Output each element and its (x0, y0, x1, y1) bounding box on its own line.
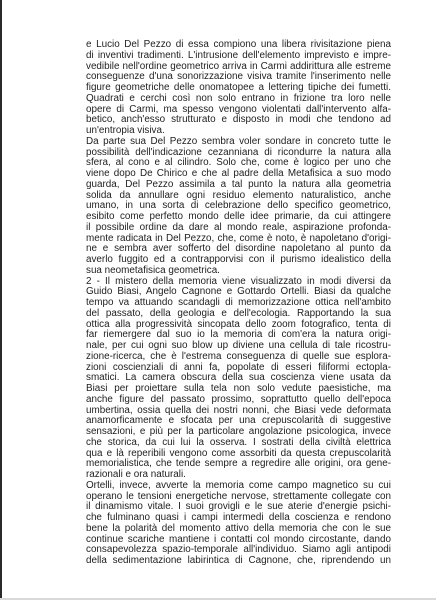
body-text (86, 40, 391, 567)
text-line: che fulminano quasi i campi intermedi della coscienza e rendono (86, 512, 391, 523)
text-line: vedibile nell'ordine geometrico arriva in Carmi addirittura alle estreme (86, 60, 391, 72)
text-line: ottica alla progressività sincopata dello zoom fotografico, tenta di (86, 318, 391, 330)
text-line: umbertina, ossia quella dei nostri nonni, che Biasi vede deformata (86, 404, 391, 416)
text-line: guarda, Del Pezzo assimila a tal punto la natura alla geometria (86, 178, 391, 190)
text-line: averlo fuggito ed a contrapporvisi con il purismo idealistico della (86, 254, 391, 265)
text-line: smatici. La camera obscura della sua coscienza viene usata da (86, 372, 391, 384)
text-line: far riemergere dal suo io la memoria di com'era la natura origi- (86, 329, 391, 341)
text-line: betico, anch'esso strutturato e disposto in modi che tendono ad (86, 114, 391, 126)
text-line: Da parte sua Del Pezzo sembra voler sondare in concreto tutte le (86, 135, 391, 147)
text-line: nale, per cui ogni suo blow up diviene una cellula di tale ricostru- (86, 340, 391, 351)
page-left-edge (0, 0, 2, 600)
text-line: conseguenze d'una sonorizzazione visiva tramite l'inserimento nelle (86, 71, 391, 83)
text-line: memorialistica, che tende sempre a regredire alle origini, ora gene- (86, 458, 391, 470)
text-line: possibilità dell'indicazione cezanniana di ricondurre la natura alla (86, 146, 391, 158)
text-line: tempo va attuando scandagli di memorizzazione ottica nell'ambito (86, 297, 391, 308)
text-line: bene la polarità del momento attivo della memoria che con le sue (86, 522, 391, 534)
text-line: sensazioni, e più per la particolare angolazione psicologica, invece (86, 426, 391, 437)
text-line: il dinamismo vitale. I suoi grovigli e le sue aterie d'energie psichi- (86, 501, 391, 513)
text-line: anamorficamente e sfocata per una crepuscolarità di suggestive (86, 415, 391, 427)
text-line: zioni coscienziali di anni fa, popolate di esseri filiformi ectopla- (86, 361, 391, 373)
text-line: esibito come perfetto mondo delle idee primarie, da cui attingere (86, 211, 391, 222)
text-line: consapevolezza spazio-temporale all'individuo. Siamo agli antipodi (86, 544, 391, 556)
text-line: figure geometriche delle onomatopee a lettering tipiche dei fumetti. (86, 82, 391, 93)
text-line: Guido Biasi, Angelo Cagnone e Gottardo Ortelli. Biasi da qualche (86, 286, 391, 298)
text-line: razionali e ora naturali. (86, 469, 186, 480)
text-line: zione-ricerca, che è l'estrema conseguenza di quelle sue esplora- (86, 350, 391, 362)
text-line: che storica, da cui lui la osserva. I sostrati della civiltà elettrica (86, 436, 391, 448)
text-line: 2 - Il mistero della memoria viene visualizzato in modi diversi da (86, 275, 391, 287)
text-line: anche figure del passato prossimo, soprattutto quello dell'epoca (86, 393, 391, 405)
text-line: un'entropia visiva. (86, 125, 165, 136)
text-line: il possibile ordine da dare al mondo reale, aspirazione profonda- (86, 221, 391, 233)
text-line: qua e là reperibili vengono come assorbiti da questa crepuscolarità (86, 447, 391, 459)
text-line: opere di Carmi, ma spesso vengono violentati dall'intervento alfa- (86, 103, 391, 115)
text-line: continue scariche mantiene i contatti col mondo circostante, dando (86, 533, 391, 545)
text-line: solida da annullare ogni residuo elemento naturalistico, anche (86, 189, 391, 201)
text-line: viene dopo De Chirico e che al padre della Metafisica a suo modo (86, 168, 391, 179)
text-line: ne e sembra aver sofferto del disordine napoletano al punto da (86, 243, 391, 255)
text-line: Quadrati e cerchi così non solo entrano in frizione tra loro nelle (86, 92, 391, 104)
text-line: Ortelli, invece, avverte la memoria come campo magnetico su cui (86, 479, 391, 491)
text-line: mente radicata in Del Pezzo, che, come è noto, è napoletano d'origi- (86, 232, 391, 244)
text-line: operano le tensioni energetiche nervose, strettamente collegate con (86, 490, 391, 502)
text-line: umano, in una sorta di celebrazione dello specifico geometrico, (86, 200, 391, 212)
text-line: Biasi per proiettare sulla tela non solo vedute paesistiche, ma (86, 383, 391, 394)
text-line: sfera, al cono e al cilindro. Solo che, come è logico per uno che (86, 157, 391, 169)
text-line: del passato, della geologia e dell'ecologia. Rapportando la sua (86, 307, 391, 319)
text-line: e Lucio Del Pezzo di essa compiono una libera rivisitazione piena (86, 39, 391, 50)
text-line: di inventivi tradimenti. L'intrusione dell'elemento imprevisto e impre- (86, 49, 391, 61)
text-line: sua neometafisica geometrica. (86, 264, 220, 276)
text-line: della sedimentazione labirintica di Cagnone, che, riprendendo un (86, 555, 391, 566)
